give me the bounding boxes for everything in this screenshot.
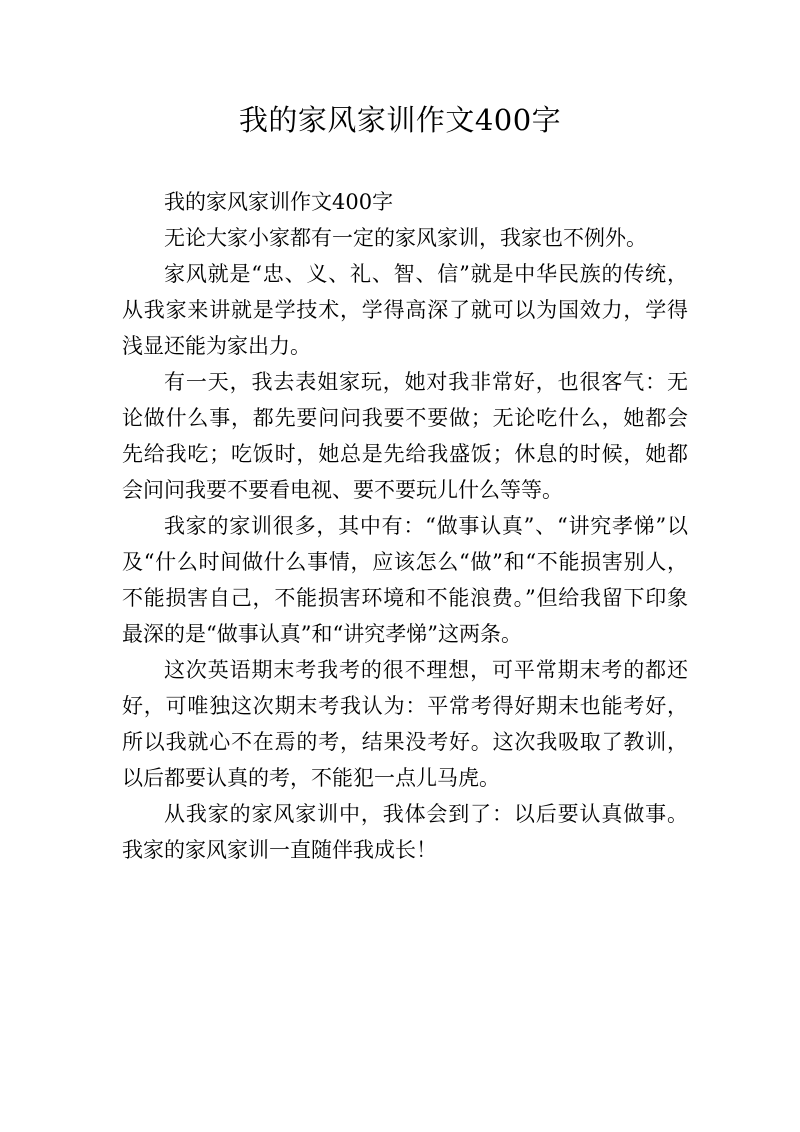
document-body <box>122 184 688 868</box>
document-title: 我的家风家训作文400字 <box>238 103 562 137</box>
paragraph-cousin-visit: 有一天，我去表姐家玩，她对我非常好，也很客气：无论做什么事，都先要问问我要不要做；无论吃什么，她都会先给我吃；吃饭时，她总是先给我盛饭；休息的时候，她都会问问我要不要看电视、要不要玩儿什么等等。 <box>122 370 688 502</box>
paragraph-conclusion: 从我家的家风家训中，我体会到了：以后要认真做事。我家的家风家训一直随伴我成长！ <box>122 802 688 862</box>
paragraph-subtitle: 我的家风家训作文400字 <box>164 190 394 214</box>
paragraph-english-exam: 这次英语期末考我考的很不理想，可平常期末考的都还好，可唯独这次期末考我认为：平常考得好期末也能考好，所以我就心不在焉的考，结果没考好。这次我吸取了教训，以后都要认真的考，不能犯一点儿马虎。 <box>122 658 688 790</box>
paragraph-family-rules: 我家的家训很多，其中有：“做事认真”、“讲究孝悌”以及“什么时间做什么事情，应该怎么“做”和“不能损害别人，不能损害自己，不能损害环境和不能浪费。”但给我留下印象最深的是“做事认真”和“讲究孝悌”这两条。 <box>122 514 688 646</box>
paragraph-family-tradition: 家风就是“忠、义、礼、智、信”就是中华民族的传统，从我家来讲就是学技术，学得高深了就可以为国效力，学得浅显还能为家出力。 <box>122 262 688 358</box>
paragraph-intro: 无论大家小家都有一定的家风家训，我家也不例外。 <box>164 226 647 250</box>
